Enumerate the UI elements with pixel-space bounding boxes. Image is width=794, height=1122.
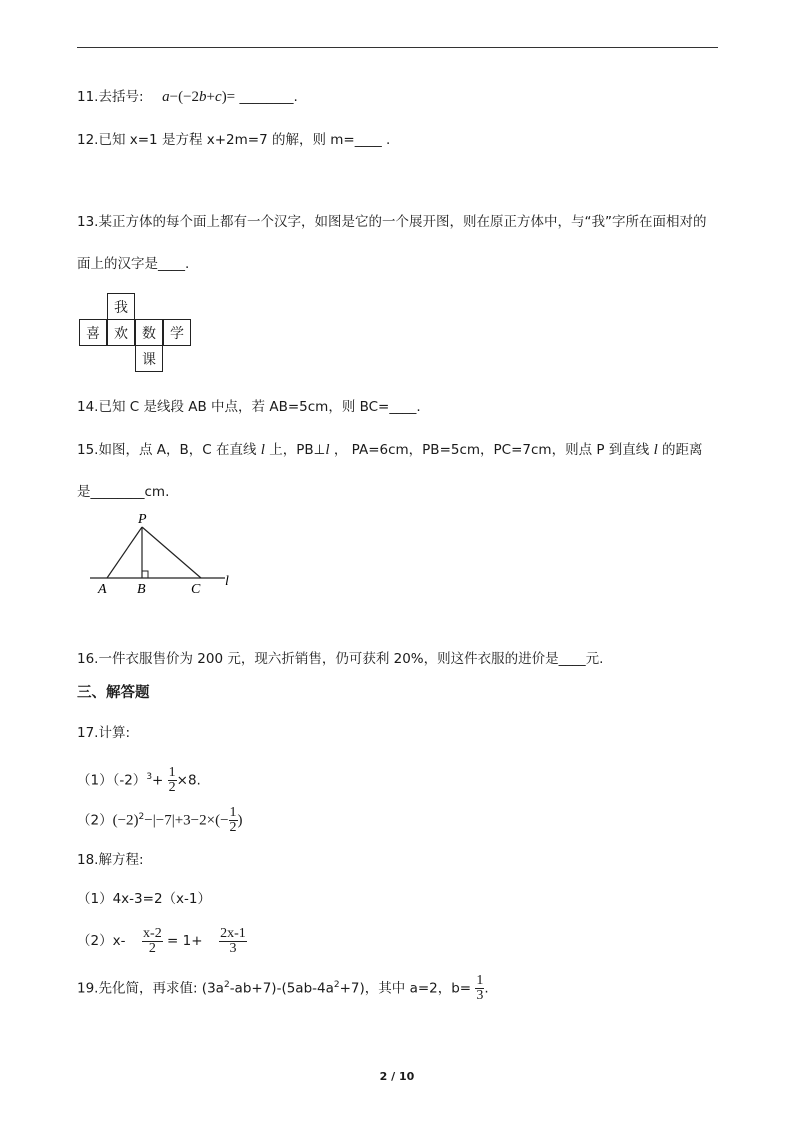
label-C: C <box>191 582 201 597</box>
right-angle-mark <box>142 571 148 578</box>
q11-expr-end: )= <box>221 89 236 105</box>
q15-text-3: ， PA=6cm，PB=5cm，PC=7cm，则点 P 到直线 <box>329 442 654 458</box>
q11-expr-plus: + <box>206 89 216 105</box>
q17-p1-plus: + <box>152 772 164 789</box>
q11-expr-mid: −(−2 <box>169 89 200 105</box>
net-cell-row-1: 喜 <box>79 319 107 346</box>
q15-line-symbol-3: l <box>653 442 658 458</box>
label-B: B <box>137 582 146 597</box>
q18-p2-fraction-2 <box>219 927 247 956</box>
q11-expr-b: b <box>199 89 207 105</box>
question-19 <box>77 968 489 1002</box>
q18-p2-fraction-1 <box>142 927 163 956</box>
q15-text-1: 15.如图，点 A，B，C 在直线 <box>77 442 261 458</box>
question-13-line2: 面上的汉字是____. <box>77 256 190 272</box>
q17-p2-numerator: 1 <box>229 805 237 820</box>
question-15-line1 <box>77 441 703 459</box>
label-l: l <box>225 574 229 589</box>
question-17-part2 <box>77 800 243 834</box>
section-3-heading: 三、解答题 <box>77 685 150 701</box>
question-13-line1: 13.某正方体的每个面上都有一个汉字，如图是它的一个展开图，则在原正方体中，与“我”字所在面相对的 <box>77 214 707 230</box>
q15-text-4: 的距离 <box>657 442 703 458</box>
question-15-line2: 是________cm. <box>77 484 170 500</box>
segment-PA <box>107 527 142 578</box>
q18-p2-denominator-2: 3 <box>229 940 237 956</box>
q11-blank: ________. <box>239 89 298 105</box>
net-cell-row-4: 学 <box>163 319 191 346</box>
label-A: A <box>98 582 107 597</box>
q18-p2-numerator-1: x-2 <box>143 925 162 941</box>
q18-p2-denominator-1: 2 <box>148 940 156 956</box>
q17-p1-fraction <box>168 766 177 795</box>
q11-expr-a: a <box>162 89 170 105</box>
question-11 <box>77 88 298 106</box>
q17-p2-exponent: 2 <box>138 812 145 822</box>
net-cell-bottom: 课 <box>135 345 163 372</box>
question-17-title: 17.计算: <box>77 725 131 741</box>
q17-p2-denominator: 2 <box>229 820 237 835</box>
q18-p2-lead: （2）x- <box>77 933 126 949</box>
q19-denominator: 3 <box>476 988 484 1003</box>
net-cell-row-3: 数 <box>135 319 163 346</box>
q11-expr-c: c <box>215 89 222 105</box>
q17-p1-base: （1）（-2） <box>77 772 147 789</box>
q17-p2-mid: −|−7|+3−2×(− <box>144 812 229 829</box>
header-rule <box>77 47 718 48</box>
q17-p1-exponent: 3 <box>146 772 153 782</box>
q19-text-3: +7)，其中 a=2，b= <box>339 980 472 997</box>
question-17-part1 <box>77 760 201 794</box>
q15-line-symbol-1: l <box>260 442 265 458</box>
q19-end: . <box>484 980 489 997</box>
question-12: 12.已知 x=1 是方程 x+2m=7 的解，则 m=____ . <box>77 132 391 148</box>
q17-p1-tail: ×8. <box>176 772 201 789</box>
q18-p2-numerator-2: 2x-1 <box>220 925 246 941</box>
q19-text-2: -ab+7)-(5ab-4a <box>229 980 334 997</box>
q15-text-2: 上，PB⊥ <box>264 442 326 458</box>
q19-exponent-1: 2 <box>223 980 230 990</box>
question-14: 14.已知 C 是线段 AB 中点，若 AB=5cm，则 BC=____. <box>77 399 421 415</box>
label-P: P <box>138 512 147 527</box>
q11-label: 11.去括号: <box>77 89 144 105</box>
q17-p2-base: (−2) <box>112 812 139 829</box>
q17-p1-denominator: 2 <box>168 780 176 795</box>
segment-PC <box>142 527 201 578</box>
question-16: 16.一件衣服售价为 200 元，现六折销售，仍可获利 20%，则这件衣服的进价是____元. <box>77 651 604 667</box>
q15-line-symbol-2: l <box>325 442 330 458</box>
q17-p2-label: （2） <box>77 812 113 829</box>
question-18-part1: （1）4x-3=2（x-1） <box>77 891 211 907</box>
q17-p2-close: ) <box>237 812 243 829</box>
q19-text-1: 19.先化简，再求值: (3a <box>77 980 224 997</box>
net-cell-row-2: 欢 <box>107 319 135 346</box>
perpendicular-figure <box>85 510 245 600</box>
q19-exponent-2: 2 <box>333 980 340 990</box>
q17-p1-numerator: 1 <box>168 765 176 780</box>
q18-p2-mid: = 1+ <box>167 933 203 949</box>
page-indicator: 2 / 10 <box>379 1070 415 1083</box>
question-18-title: 18.解方程: <box>77 852 144 868</box>
q17-p2-fraction <box>229 806 238 835</box>
net-cell-top: 我 <box>107 293 135 320</box>
question-18-part2 <box>77 924 247 958</box>
q19-numerator: 1 <box>476 973 484 988</box>
